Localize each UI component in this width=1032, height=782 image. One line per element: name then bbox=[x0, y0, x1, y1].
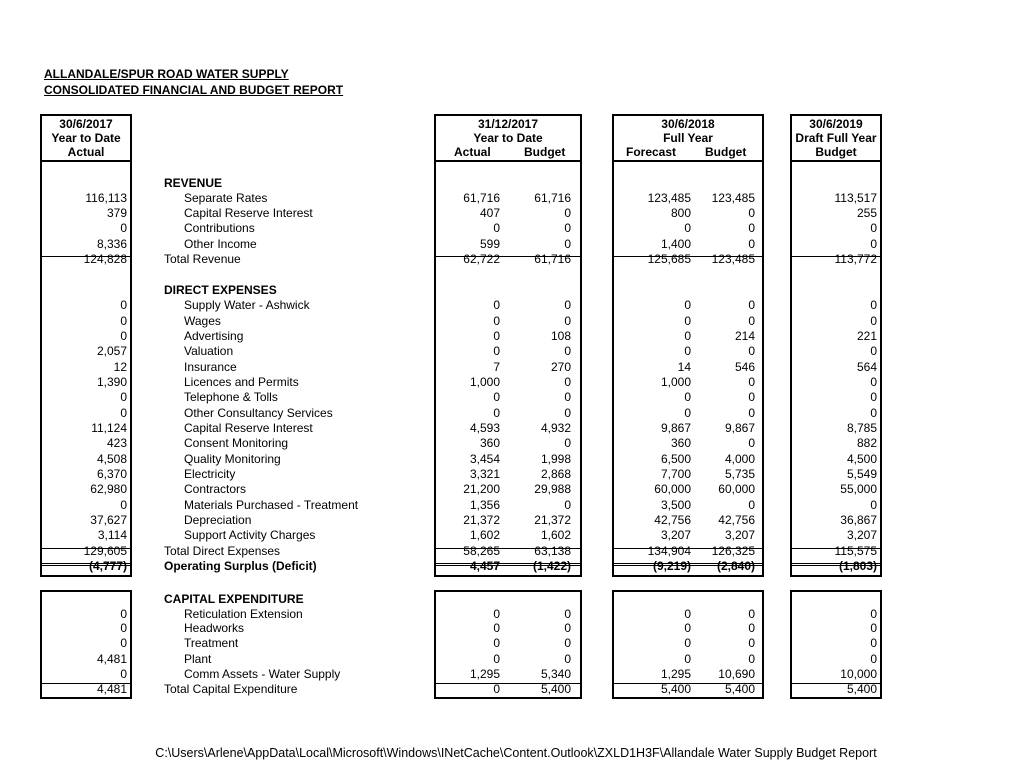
cell-value: 0 bbox=[684, 636, 691, 650]
cell-value: 0 bbox=[870, 406, 877, 420]
row-label: Support Activity Charges bbox=[184, 528, 316, 542]
cell-value: 3,207 bbox=[724, 528, 755, 542]
row-label: Licences and Permits bbox=[184, 375, 299, 389]
row-label: Plant bbox=[184, 652, 212, 666]
cell-value: 11,124 bbox=[91, 421, 127, 435]
row-label: Insurance bbox=[184, 360, 237, 374]
cell-value: 0 bbox=[748, 621, 755, 635]
cell-value: 407 bbox=[479, 206, 500, 220]
cell-value: 10,690 bbox=[718, 667, 755, 681]
cell-value: (1,422) bbox=[532, 559, 571, 573]
cell-value: 12 bbox=[113, 360, 127, 374]
cell-value: 1,295 bbox=[660, 667, 691, 681]
cell-value: 0 bbox=[748, 636, 755, 650]
cell-value: 423 bbox=[106, 436, 127, 450]
cell-value: 0 bbox=[564, 237, 571, 251]
cell-value: 61,716 bbox=[534, 191, 571, 205]
cell-value: 221 bbox=[856, 329, 877, 343]
cell-value: 0 bbox=[564, 498, 571, 512]
table-row bbox=[0, 452, 1032, 467]
table-row bbox=[0, 344, 1032, 359]
table-row bbox=[0, 298, 1032, 313]
cell-value: 546 bbox=[734, 360, 755, 374]
row-label: Supply Water - Ashwick bbox=[184, 298, 310, 312]
header-a-line3: Actual bbox=[67, 145, 105, 159]
cell-value: 0 bbox=[120, 390, 127, 404]
cell-value: 113,517 bbox=[834, 191, 877, 205]
table-row bbox=[0, 667, 1032, 682]
cell-value: 0 bbox=[564, 206, 571, 220]
header-d-line2: Draft Full Year bbox=[795, 131, 877, 145]
header-c-date: 30/6/2018 bbox=[661, 117, 715, 131]
cell-value: 0 bbox=[493, 652, 500, 666]
cell-value: 4,593 bbox=[469, 421, 500, 435]
row-label: Total Capital Expenditure bbox=[164, 682, 298, 696]
cell-value: 379 bbox=[106, 206, 127, 220]
cell-value: 0 bbox=[748, 390, 755, 404]
cell-value: 14 bbox=[677, 360, 691, 374]
cell-value: 129,605 bbox=[83, 544, 127, 558]
cell-value: 0 bbox=[564, 221, 571, 235]
cell-value: 0 bbox=[684, 406, 691, 420]
table-row bbox=[0, 498, 1032, 513]
cell-value: 4,457 bbox=[469, 559, 500, 573]
cell-value: 5,735 bbox=[724, 467, 755, 481]
cell-value: 2,868 bbox=[540, 467, 571, 481]
cell-value: 0 bbox=[564, 375, 571, 389]
cell-value: 42,756 bbox=[718, 513, 755, 527]
cell-value: 0 bbox=[748, 237, 755, 251]
row-label: Comm Assets - Water Supply bbox=[184, 667, 341, 681]
cell-value: 0 bbox=[493, 621, 500, 635]
row-label: Other Consultancy Services bbox=[184, 406, 333, 420]
row-label: Headworks bbox=[184, 621, 245, 635]
table-row bbox=[0, 636, 1032, 651]
cell-value: 882 bbox=[856, 436, 877, 450]
cell-value: (4,777) bbox=[88, 559, 127, 573]
cell-value: (9,219) bbox=[652, 559, 691, 573]
cell-value: 115,575 bbox=[834, 544, 877, 558]
cell-value: 8,336 bbox=[96, 237, 127, 251]
cell-value: 564 bbox=[856, 360, 877, 374]
row-label: Total Direct Expenses bbox=[164, 544, 281, 558]
cell-value: 0 bbox=[493, 314, 500, 328]
table-row bbox=[0, 360, 1032, 375]
cell-value: 123,485 bbox=[711, 252, 755, 266]
table-row bbox=[0, 528, 1032, 543]
cell-value: 0 bbox=[564, 636, 571, 650]
cell-value: 29,988 bbox=[534, 482, 571, 496]
cell-value: 0 bbox=[748, 298, 755, 312]
row-label: Advertising bbox=[184, 329, 244, 343]
cell-value: 270 bbox=[550, 360, 571, 374]
cell-value: 60,000 bbox=[718, 482, 755, 496]
cell-value: 0 bbox=[120, 621, 127, 635]
cell-value: 0 bbox=[120, 314, 127, 328]
cell-value: 0 bbox=[870, 298, 877, 312]
cell-value: 1,000 bbox=[660, 375, 691, 389]
cell-value: 1,390 bbox=[96, 375, 127, 389]
row-label: Contractors bbox=[184, 482, 247, 496]
header-c-budget: Budget bbox=[705, 145, 747, 159]
cell-value: 5,400 bbox=[846, 682, 877, 696]
cell-value: 0 bbox=[564, 298, 571, 312]
cell-value: (1,803) bbox=[838, 559, 877, 573]
cell-value: 123,485 bbox=[647, 191, 691, 205]
expenses-heading: DIRECT EXPENSES bbox=[164, 283, 277, 297]
header-d-date: 30/6/2019 bbox=[809, 117, 863, 131]
row-label: Contributions bbox=[184, 221, 255, 235]
cell-value: 0 bbox=[120, 667, 127, 681]
table-row bbox=[0, 329, 1032, 344]
total-revenue-row bbox=[0, 252, 1032, 267]
cell-value: 0 bbox=[870, 237, 877, 251]
cell-value: 4,932 bbox=[540, 421, 571, 435]
table-row bbox=[0, 467, 1032, 482]
cell-value: 0 bbox=[870, 621, 877, 635]
cell-value: 37,627 bbox=[90, 513, 127, 527]
cell-value: 0 bbox=[120, 298, 127, 312]
expenses-heading-row bbox=[0, 283, 1032, 298]
cell-value: 0 bbox=[564, 406, 571, 420]
row-label: Capital Reserve Interest bbox=[184, 206, 313, 220]
cell-value: 0 bbox=[870, 607, 877, 621]
header-b-budget: Budget bbox=[524, 145, 566, 159]
cell-value: 108 bbox=[550, 329, 571, 343]
cell-value: 0 bbox=[748, 436, 755, 450]
cell-value: 4,481 bbox=[96, 652, 127, 666]
cell-value: 61,716 bbox=[534, 252, 571, 266]
row-label: Reticulation Extension bbox=[184, 607, 303, 621]
table-row bbox=[0, 237, 1032, 252]
table-row bbox=[0, 221, 1032, 236]
cell-value: 5,549 bbox=[846, 467, 877, 481]
cell-value: 0 bbox=[493, 607, 500, 621]
cell-value: 0 bbox=[870, 344, 877, 358]
cell-value: 61,716 bbox=[463, 191, 500, 205]
cell-value: 62,980 bbox=[90, 482, 127, 496]
cell-value: 255 bbox=[856, 206, 877, 220]
cell-value: 9,867 bbox=[724, 421, 755, 435]
cell-value: 1,602 bbox=[540, 528, 571, 542]
cell-value: 360 bbox=[670, 436, 691, 450]
cell-value: 0 bbox=[493, 298, 500, 312]
report-title-line2: CONSOLIDATED FINANCIAL AND BUDGET REPORT bbox=[44, 83, 344, 97]
cell-value: 0 bbox=[493, 636, 500, 650]
cell-value: 0 bbox=[870, 314, 877, 328]
revenue-heading: REVENUE bbox=[164, 176, 223, 190]
cell-value: 3,114 bbox=[97, 528, 127, 542]
file-path-footer: C:\Users\Arlene\AppData\Local\Microsoft\Windows\INetCache\Content.Outlook\ZXLD1H3F\Allandale Water Supply Budget Report bbox=[155, 746, 877, 760]
row-label: Depreciation bbox=[184, 513, 252, 527]
cell-value: 5,400 bbox=[660, 682, 691, 696]
report-title-line1: ALLANDALE/SPUR ROAD WATER SUPPLY bbox=[44, 67, 289, 81]
row-label: Other Income bbox=[184, 237, 257, 251]
cell-value: 0 bbox=[493, 221, 500, 235]
cell-value: 0 bbox=[564, 344, 571, 358]
cell-value: 0 bbox=[684, 314, 691, 328]
cell-value: 0 bbox=[748, 221, 755, 235]
cell-value: 5,400 bbox=[724, 682, 755, 696]
cell-value: 113,772 bbox=[834, 252, 877, 266]
cell-value: 21,372 bbox=[463, 513, 500, 527]
table-row bbox=[0, 390, 1032, 405]
cell-value: 134,904 bbox=[647, 544, 691, 558]
cell-value: 0 bbox=[564, 314, 571, 328]
cell-value: 214 bbox=[734, 329, 755, 343]
cell-value: 7 bbox=[493, 360, 500, 374]
cell-value: 1,356 bbox=[469, 498, 500, 512]
cell-value: 8,785 bbox=[846, 421, 877, 435]
cell-value: 0 bbox=[120, 498, 127, 512]
cell-value: 0 bbox=[684, 607, 691, 621]
cell-value: 0 bbox=[120, 406, 127, 420]
cell-value: 0 bbox=[564, 621, 571, 635]
cell-value: 4,481 bbox=[96, 682, 127, 696]
row-label: Treatment bbox=[184, 636, 239, 650]
row-label: Operating Surplus (Deficit) bbox=[164, 559, 317, 573]
revenue-heading-row bbox=[0, 176, 1032, 191]
cell-value: 1,000 bbox=[469, 375, 500, 389]
cell-value: 4,000 bbox=[724, 452, 755, 466]
row-label: Electricity bbox=[184, 467, 236, 481]
header-b-date: 31/12/2017 bbox=[477, 117, 539, 131]
cell-value: 0 bbox=[684, 390, 691, 404]
total-direct-expenses-row bbox=[0, 544, 1032, 559]
cell-value: 0 bbox=[120, 636, 127, 650]
cell-value: 3,454 bbox=[469, 452, 500, 466]
row-label: Telephone & Tolls bbox=[184, 390, 278, 404]
row-label: Quality Monitoring bbox=[184, 452, 281, 466]
header-b-line2: Year to Date bbox=[473, 131, 543, 145]
cell-value: 3,321 bbox=[469, 467, 500, 481]
cell-value: 126,325 bbox=[711, 544, 755, 558]
cell-value: 0 bbox=[684, 652, 691, 666]
cell-value: 3,207 bbox=[846, 528, 877, 542]
cell-value: 0 bbox=[870, 390, 877, 404]
cell-value: 0 bbox=[684, 221, 691, 235]
header-d-line3: Budget bbox=[815, 145, 857, 159]
cell-value: 0 bbox=[564, 390, 571, 404]
cell-value: 0 bbox=[748, 375, 755, 389]
cell-value: 0 bbox=[684, 621, 691, 635]
cell-value: 360 bbox=[479, 436, 500, 450]
table-row bbox=[0, 406, 1032, 421]
cell-value: 0 bbox=[870, 221, 877, 235]
table-row bbox=[0, 513, 1032, 528]
cell-value: 599 bbox=[479, 237, 500, 251]
cell-value: 0 bbox=[684, 298, 691, 312]
cell-value: 124,828 bbox=[83, 252, 127, 266]
cell-value: 800 bbox=[670, 206, 691, 220]
cell-value: 116,113 bbox=[85, 191, 127, 205]
capex-heading: CAPITAL EXPENDITURE bbox=[164, 592, 304, 606]
cell-value: 0 bbox=[870, 375, 877, 389]
cell-value: 10,000 bbox=[840, 667, 877, 681]
cell-value: 0 bbox=[748, 406, 755, 420]
cell-value: 9,867 bbox=[660, 421, 691, 435]
header-c-line2: Full Year bbox=[663, 131, 713, 145]
cell-value: 0 bbox=[493, 682, 500, 696]
row-label: Separate Rates bbox=[184, 191, 268, 205]
cell-value: 0 bbox=[684, 329, 691, 343]
cell-value: 3,500 bbox=[660, 498, 691, 512]
table-row bbox=[0, 191, 1032, 206]
table-row bbox=[0, 482, 1032, 497]
table-row bbox=[0, 421, 1032, 436]
cell-value: 0 bbox=[493, 344, 500, 358]
cell-value: 0 bbox=[684, 344, 691, 358]
cell-value: 62,722 bbox=[463, 252, 500, 266]
cell-value: 0 bbox=[564, 607, 571, 621]
header-a-line2: Year to Date bbox=[51, 131, 121, 145]
cell-value: 5,340 bbox=[540, 667, 571, 681]
header-a-date: 30/6/2017 bbox=[59, 117, 113, 131]
table-row bbox=[0, 621, 1032, 636]
row-label: Capital Reserve Interest bbox=[184, 421, 313, 435]
cell-value: 6,500 bbox=[660, 452, 691, 466]
header-b-actual: Actual bbox=[454, 145, 491, 159]
cell-value: 0 bbox=[870, 636, 877, 650]
row-label: Valuation bbox=[184, 344, 234, 358]
table-row bbox=[0, 314, 1032, 329]
header-c-forecast: Forecast bbox=[626, 145, 677, 159]
cell-value: 0 bbox=[748, 498, 755, 512]
cell-value: 0 bbox=[564, 652, 571, 666]
cell-value: 0 bbox=[493, 390, 500, 404]
operating-surplus-row bbox=[0, 559, 1032, 574]
cell-value: 0 bbox=[564, 436, 571, 450]
cell-value: 3,207 bbox=[660, 528, 691, 542]
cell-value: 0 bbox=[748, 206, 755, 220]
cell-value: 2,057 bbox=[96, 344, 127, 358]
cell-value: 0 bbox=[748, 652, 755, 666]
cell-value: 123,485 bbox=[711, 191, 755, 205]
table-row bbox=[0, 436, 1032, 451]
cell-value: 4,508 bbox=[96, 452, 127, 466]
cell-value: 7,700 bbox=[660, 467, 691, 481]
cell-value: 0 bbox=[870, 498, 877, 512]
row-label: Total Revenue bbox=[164, 252, 241, 266]
cell-value: 63,138 bbox=[534, 544, 571, 558]
cell-value: 21,372 bbox=[534, 513, 571, 527]
table-row bbox=[0, 375, 1032, 390]
cell-value: 5,400 bbox=[540, 682, 571, 696]
table-row bbox=[0, 607, 1032, 622]
cell-value: 1,295 bbox=[469, 667, 500, 681]
cell-value: 36,867 bbox=[840, 513, 877, 527]
cell-value: 0 bbox=[120, 221, 127, 235]
cell-value: 6,370 bbox=[96, 467, 127, 481]
cell-value: 0 bbox=[870, 652, 877, 666]
cell-value: 0 bbox=[120, 607, 127, 621]
cell-value: 1,400 bbox=[660, 237, 691, 251]
cell-value: 21,200 bbox=[463, 482, 500, 496]
cell-value: 0 bbox=[748, 314, 755, 328]
cell-value: 0 bbox=[120, 329, 127, 343]
table-row bbox=[0, 206, 1032, 221]
cell-value: 4,500 bbox=[846, 452, 877, 466]
cell-value: 55,000 bbox=[840, 482, 877, 496]
cell-value: 1,998 bbox=[540, 452, 571, 466]
row-label: Consent Monitoring bbox=[184, 436, 289, 450]
cell-value: 125,685 bbox=[647, 252, 691, 266]
cell-value: 0 bbox=[493, 406, 500, 420]
cell-value: 60,000 bbox=[654, 482, 691, 496]
cell-value: 1,602 bbox=[469, 528, 500, 542]
cell-value: 0 bbox=[748, 607, 755, 621]
cell-value: 42,756 bbox=[654, 513, 691, 527]
row-label: Wages bbox=[184, 314, 221, 328]
cell-value: (2,840) bbox=[716, 559, 755, 573]
cell-value: 0 bbox=[748, 344, 755, 358]
cell-value: 58,265 bbox=[463, 544, 500, 558]
table-row bbox=[0, 652, 1032, 667]
total-capex-row bbox=[0, 682, 1032, 697]
capex-heading-row bbox=[0, 592, 1032, 607]
row-label: Materials Purchased - Treatment bbox=[184, 498, 359, 512]
cell-value: 0 bbox=[493, 329, 500, 343]
